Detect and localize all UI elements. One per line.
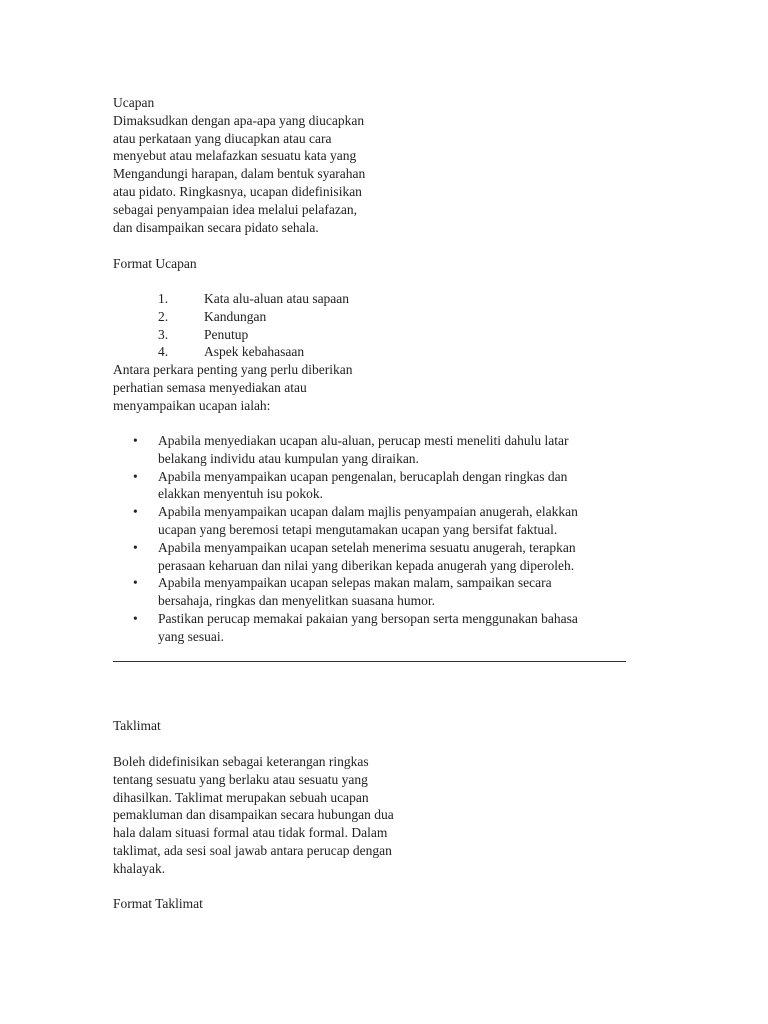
- taklimat-title-block: [113, 717, 161, 735]
- list-item-text: Kandungan: [204, 308, 267, 324]
- list-item: [158, 326, 349, 344]
- list-item: [158, 343, 349, 361]
- bullet-text-line: perasaan keharuan dan nilai yang diberikan kepada anugerah yang diperoleh.: [158, 557, 575, 573]
- bullet-text-line: bersahaja, ringkas dan menyelitkan suasana humor.: [158, 593, 436, 609]
- intro-line: Antara perkara penting yang perlu diberikan: [113, 362, 353, 377]
- list-item-text: Penutup: [204, 326, 249, 342]
- bullet-item: [133, 539, 578, 575]
- bullet-text-line: Apabila menyampaikan ucapan pengenalan, berucaplah dengan ringkas dan: [158, 468, 568, 484]
- bullet-item: [133, 432, 578, 468]
- ucapan-definition-line: sebagai penyampaian idea melalui pelafazan,: [113, 201, 358, 217]
- list-item-number: 2.: [158, 308, 169, 324]
- bullet-text-line: Apabila menyampaikan ucapan dalam majlis penyampaian anugerah, elakkan: [158, 504, 578, 520]
- bullet-text-line: yang sesuai.: [158, 628, 224, 644]
- ucapan-section: [113, 94, 365, 236]
- bullet-text-line: belakang individu atau kumpulan yang diraikan.: [158, 450, 419, 466]
- format-ucapan-block: [113, 255, 197, 273]
- ucapan-title: Ucapan: [113, 95, 155, 110]
- ucapan-definition-line: dan disampaikan secara pidato sehala.: [113, 219, 319, 235]
- ucapan-intro: [113, 361, 353, 414]
- taklimat-definition-line: pemakluman dan disampaikan secara hubungan dua: [113, 807, 394, 823]
- list-item: [158, 290, 349, 308]
- bullet-item: [133, 610, 578, 646]
- bullet-text-line: ucapan yang beremosi tetapi mengutamakan ucapan yang bersifat faktual.: [158, 521, 558, 537]
- taklimat-definition-line: tentang sesuatu yang berlaku atau sesuatu yang: [113, 771, 368, 787]
- taklimat-section: [113, 753, 394, 878]
- bullet-text-line: Apabila menyediakan ucapan alu-aluan, perucap mesti meneliti dahulu latar: [158, 433, 569, 448]
- list-item-number: 4.: [158, 344, 169, 360]
- format-taklimat-heading: Format Taklimat: [113, 896, 203, 911]
- format-ucapan-heading: Format Ucapan: [113, 256, 197, 271]
- section-divider: [113, 661, 626, 662]
- list-item: [158, 308, 349, 326]
- bullet-icon: •: [133, 433, 138, 448]
- taklimat-definition-line: dihasilkan. Taklimat merupakan sebuah ucapan: [113, 789, 369, 805]
- taklimat-definition-line: hala dalam situasi formal atau tidak formal. Dalam: [113, 825, 388, 841]
- intro-line: perhatian semasa menyediakan atau: [113, 379, 307, 395]
- ucapan-definition-line: atau perkataan yang diucapkan atau cara: [113, 130, 332, 146]
- list-item-text: Aspek kebahasaan: [204, 344, 305, 360]
- taklimat-definition-line: taklimat, ada sesi soal jawab antara perucap dengan: [113, 842, 392, 858]
- bullet-item: [133, 574, 578, 610]
- bullet-icon: •: [133, 539, 138, 555]
- bullet-icon: •: [133, 610, 138, 626]
- bullet-icon: •: [133, 575, 138, 591]
- bullet-text-line: elakkan menyentuh isu pokok.: [158, 486, 323, 502]
- ucapan-bullet-list: [133, 432, 578, 646]
- ucapan-definition-line: atau pidato. Ringkasnya, ucapan didefinisikan: [113, 183, 362, 199]
- list-item-text: Kata alu-aluan atau sapaan: [204, 291, 350, 306]
- bullet-text-line: Apabila menyampaikan ucapan selepas makan malam, sampaikan secara: [158, 575, 552, 591]
- bullet-icon: •: [133, 468, 138, 484]
- list-item-number: 3.: [158, 326, 169, 342]
- ucapan-definition-line: menyebut atau melafazkan sesuatu kata yang: [113, 148, 357, 164]
- bullet-icon: •: [133, 504, 138, 520]
- bullet-text-line: Pastikan perucap memakai pakaian yang bersopan serta menggunakan bahasa: [158, 610, 578, 626]
- bullet-item: [133, 468, 578, 504]
- list-item-number: 1.: [158, 291, 169, 306]
- taklimat-title: Taklimat: [113, 718, 161, 733]
- taklimat-definition-line: khalayak.: [113, 860, 166, 876]
- format-taklimat-block: [113, 895, 203, 913]
- bullet-item: [133, 503, 578, 539]
- taklimat-definition-line: Boleh didefinisikan sebagai keterangan ringkas: [113, 754, 369, 769]
- ucapan-definition-line: Dimaksudkan dengan apa-apa yang diucapkan: [113, 112, 365, 128]
- intro-line: menyampaikan ucapan ialah:: [113, 397, 271, 413]
- format-ucapan-list: [158, 290, 349, 361]
- ucapan-definition-line: Mengandungi harapan, dalam bentuk syarahan: [113, 166, 366, 182]
- bullet-text-line: Apabila menyampaikan ucapan setelah menerima sesuatu anugerah, terapkan: [158, 539, 576, 555]
